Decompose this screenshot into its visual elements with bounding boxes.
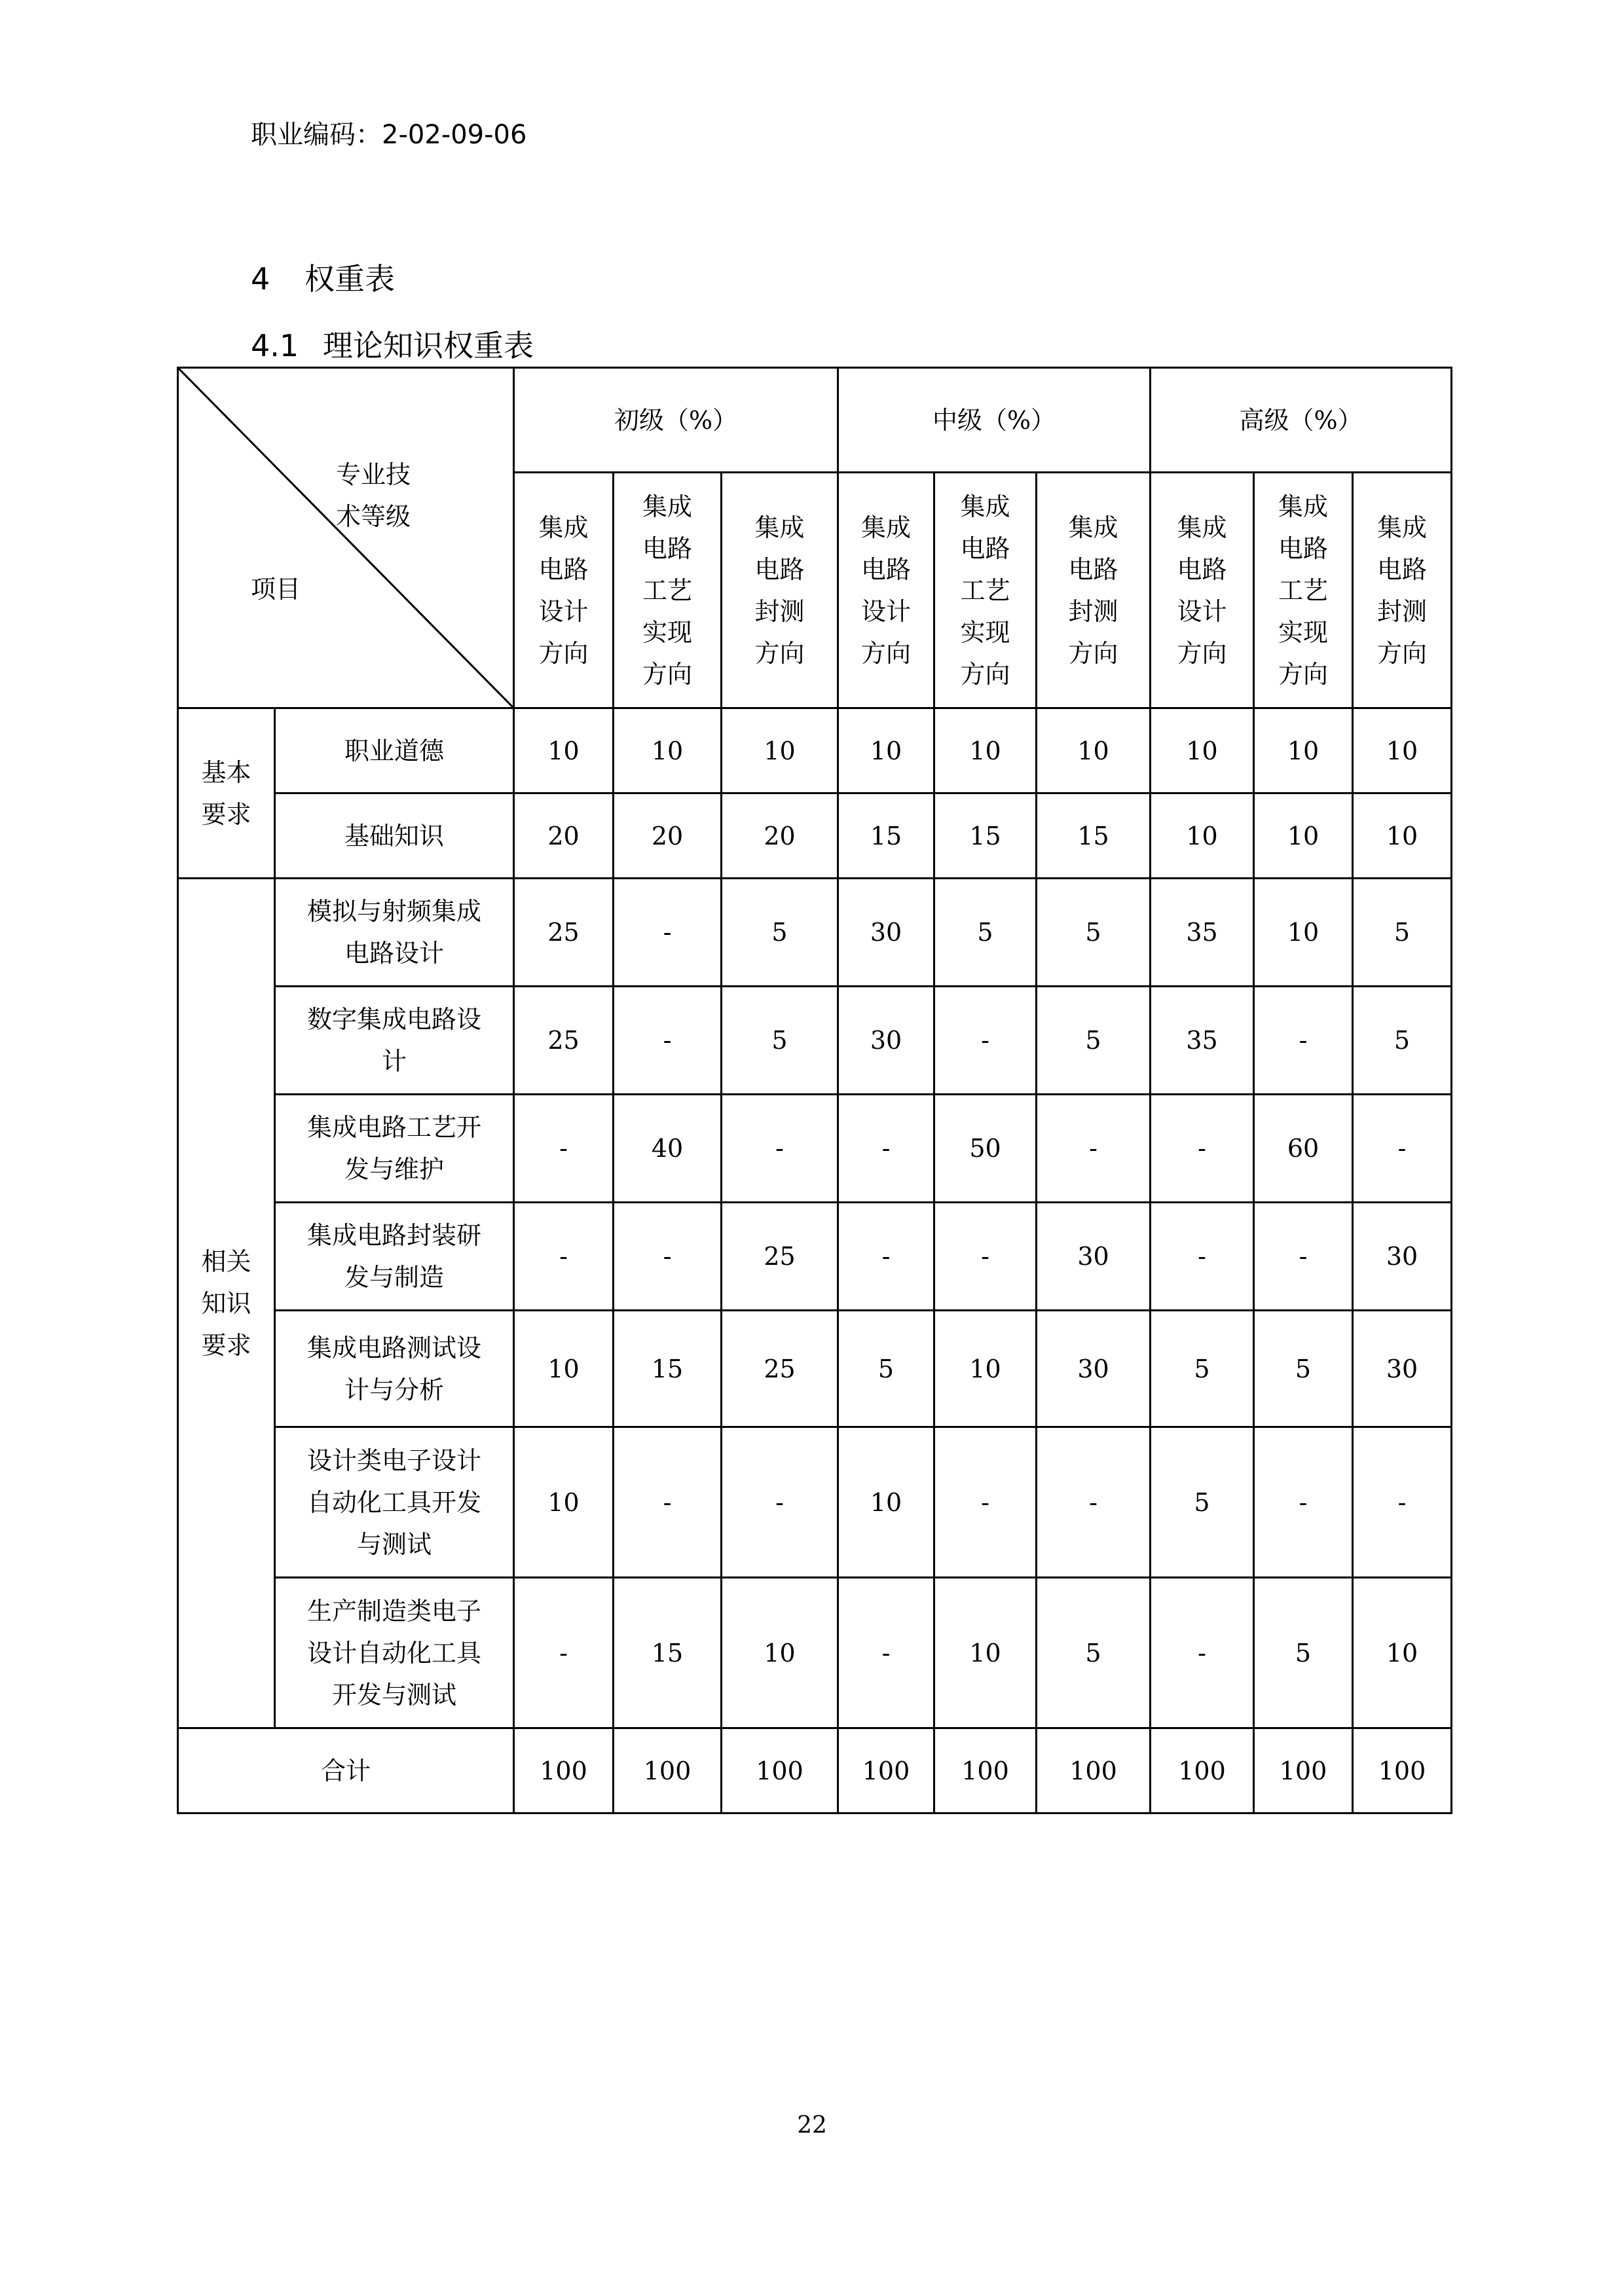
page-number: 22 bbox=[797, 2112, 827, 2139]
item-label: 数字集成电路设 计 bbox=[275, 987, 514, 1095]
weight-value: 20 bbox=[722, 793, 838, 879]
weight-value: 25 bbox=[722, 1203, 838, 1311]
weight-value: 15 bbox=[934, 793, 1037, 879]
weight-value: - bbox=[514, 1095, 614, 1203]
item-label: 设计类电子设计 自动化工具开发 与测试 bbox=[275, 1427, 514, 1578]
weight-value: 25 bbox=[514, 879, 614, 987]
weight-value: 30 bbox=[1353, 1311, 1452, 1427]
item-label: 集成电路工艺开 发与维护 bbox=[275, 1095, 514, 1203]
weight-value: 5 bbox=[722, 987, 838, 1095]
direction-header: 集成 电路 工艺 实现 方向 bbox=[614, 473, 722, 708]
item-label: 基础知识 bbox=[275, 793, 514, 879]
weight-value: 5 bbox=[722, 879, 838, 987]
direction-header: 集成 电路 封测 方向 bbox=[722, 473, 838, 708]
total-value: 100 bbox=[1151, 1728, 1254, 1813]
weight-value: - bbox=[614, 987, 722, 1095]
weight-value: 30 bbox=[1037, 1203, 1151, 1311]
section-title: 权重表 bbox=[304, 261, 395, 297]
weight-value: 10 bbox=[838, 708, 934, 793]
subsection-heading bbox=[251, 326, 534, 365]
weight-value: 15 bbox=[614, 1578, 722, 1728]
weight-value: 25 bbox=[722, 1311, 838, 1427]
item-label: 集成电路测试设 计与分析 bbox=[275, 1311, 514, 1427]
weight-value: - bbox=[514, 1203, 614, 1311]
weight-value: 5 bbox=[1353, 987, 1452, 1095]
weight-value: 20 bbox=[514, 793, 614, 879]
weight-value: 10 bbox=[934, 708, 1037, 793]
total-value: 100 bbox=[1037, 1728, 1151, 1813]
direction-header: 集成 电路 设计 方向 bbox=[514, 473, 614, 708]
weight-value: 5 bbox=[1037, 1578, 1151, 1728]
weight-value: 5 bbox=[1353, 879, 1452, 987]
table-row bbox=[178, 1578, 1452, 1728]
weight-value: 5 bbox=[1254, 1578, 1353, 1728]
section-number: 4 bbox=[251, 261, 270, 297]
item-header-label: 项目 bbox=[251, 575, 301, 604]
weight-value: 5 bbox=[1151, 1427, 1254, 1578]
weight-value: - bbox=[1037, 1427, 1151, 1578]
weight-value: - bbox=[722, 1095, 838, 1203]
weight-value: 10 bbox=[1254, 708, 1353, 793]
direction-header: 集成 电路 工艺 实现 方向 bbox=[1254, 473, 1353, 708]
item-label: 模拟与射频集成 电路设计 bbox=[275, 879, 514, 987]
table-row bbox=[178, 1203, 1452, 1311]
weight-value: 25 bbox=[514, 987, 614, 1095]
weight-value: 40 bbox=[614, 1095, 722, 1203]
weight-value: 30 bbox=[838, 987, 934, 1095]
occupation-code: 职业编码：2-02-09-06 bbox=[251, 120, 527, 150]
weight-value: - bbox=[838, 1095, 934, 1203]
weight-value: 30 bbox=[1353, 1203, 1452, 1311]
weight-value: 15 bbox=[838, 793, 934, 879]
weight-value: - bbox=[614, 1203, 722, 1311]
total-label: 合计 bbox=[178, 1728, 514, 1813]
weight-value: 5 bbox=[838, 1311, 934, 1427]
direction-header: 集成 电路 设计 方向 bbox=[1151, 473, 1254, 708]
weight-value: 5 bbox=[1037, 879, 1151, 987]
weight-value: 10 bbox=[934, 1578, 1037, 1728]
section-heading bbox=[251, 259, 395, 299]
group-label: 相关 知识 要求 bbox=[178, 879, 275, 1728]
table-row bbox=[178, 879, 1452, 987]
weight-value: 10 bbox=[1353, 793, 1452, 879]
weight-value: 60 bbox=[1254, 1095, 1353, 1203]
direction-header: 集成 电路 工艺 实现 方向 bbox=[934, 473, 1037, 708]
weight-value: 10 bbox=[1353, 1578, 1452, 1728]
weight-value: 10 bbox=[514, 708, 614, 793]
weight-value: 15 bbox=[1037, 793, 1151, 879]
weight-value: - bbox=[838, 1578, 934, 1728]
total-row bbox=[178, 1728, 1452, 1813]
table-corner-cell bbox=[178, 368, 514, 708]
weight-value: - bbox=[1254, 1427, 1353, 1578]
weight-value: 30 bbox=[838, 879, 934, 987]
level-header-senior: 高级（%） bbox=[1151, 368, 1452, 473]
item-label: 职业道德 bbox=[275, 708, 514, 793]
table-row bbox=[178, 1095, 1452, 1203]
direction-header: 集成 电路 封测 方向 bbox=[1353, 473, 1452, 708]
total-value: 100 bbox=[614, 1728, 722, 1813]
direction-header: 集成 电路 封测 方向 bbox=[1037, 473, 1151, 708]
weight-value: - bbox=[934, 1203, 1037, 1311]
weight-value: 10 bbox=[514, 1311, 614, 1427]
weight-value: - bbox=[934, 1427, 1037, 1578]
item-label: 生产制造类电子 设计自动化工具 开发与测试 bbox=[275, 1578, 514, 1728]
level-header-intermediate: 中级（%） bbox=[838, 368, 1151, 473]
weight-value: 10 bbox=[1254, 793, 1353, 879]
weight-value: 5 bbox=[934, 879, 1037, 987]
weight-value: 10 bbox=[722, 1578, 838, 1728]
total-value: 100 bbox=[934, 1728, 1037, 1813]
weight-value: 30 bbox=[1037, 1311, 1151, 1427]
weight-value: 10 bbox=[1353, 708, 1452, 793]
weight-value: 50 bbox=[934, 1095, 1037, 1203]
weight-value: - bbox=[934, 987, 1037, 1095]
item-label: 集成电路封装研 发与制造 bbox=[275, 1203, 514, 1311]
weight-value: 10 bbox=[934, 1311, 1037, 1427]
weight-value: 10 bbox=[514, 1427, 614, 1578]
level-header-junior: 初级（%） bbox=[514, 368, 838, 473]
weight-value: - bbox=[838, 1203, 934, 1311]
table-row bbox=[178, 1311, 1452, 1427]
table-row bbox=[178, 708, 1452, 793]
weight-value: 10 bbox=[838, 1427, 934, 1578]
table-row bbox=[178, 793, 1452, 879]
weight-value: - bbox=[1254, 987, 1353, 1095]
table-row bbox=[178, 987, 1452, 1095]
weight-value: 10 bbox=[614, 708, 722, 793]
weight-value: 35 bbox=[1151, 987, 1254, 1095]
total-value: 100 bbox=[1254, 1728, 1353, 1813]
direction-header: 集成 电路 设计 方向 bbox=[838, 473, 934, 708]
subsection-title: 理论知识权重表 bbox=[323, 328, 534, 363]
weight-value: 10 bbox=[1037, 708, 1151, 793]
group-label: 基本 要求 bbox=[178, 708, 275, 879]
total-value: 100 bbox=[722, 1728, 838, 1813]
weight-value: 10 bbox=[1254, 879, 1353, 987]
weight-value: 5 bbox=[1151, 1311, 1254, 1427]
grade-header-label: 专业技 术等级 bbox=[336, 460, 411, 531]
weight-value: - bbox=[1353, 1427, 1452, 1578]
weight-value: - bbox=[1353, 1095, 1452, 1203]
total-value: 100 bbox=[514, 1728, 614, 1813]
weight-value: - bbox=[1037, 1095, 1151, 1203]
weight-value: - bbox=[614, 1427, 722, 1578]
weight-value: - bbox=[1151, 1203, 1254, 1311]
weight-value: - bbox=[514, 1578, 614, 1728]
weight-value: 10 bbox=[1151, 793, 1254, 879]
subsection-number: 4.1 bbox=[251, 328, 299, 363]
weight-value: 15 bbox=[614, 1311, 722, 1427]
weight-value: - bbox=[722, 1427, 838, 1578]
corner-diagonal bbox=[179, 369, 514, 708]
weight-value: - bbox=[1254, 1203, 1353, 1311]
weight-value: 10 bbox=[722, 708, 838, 793]
weight-value: - bbox=[614, 879, 722, 987]
total-value: 100 bbox=[838, 1728, 934, 1813]
weight-value: - bbox=[1151, 1578, 1254, 1728]
weight-value: 5 bbox=[1254, 1311, 1353, 1427]
weight-value: 35 bbox=[1151, 879, 1254, 987]
weight-value: 20 bbox=[614, 793, 722, 879]
weight-value: 10 bbox=[1151, 708, 1254, 793]
theory-weight-table bbox=[177, 367, 1452, 1814]
table-row bbox=[178, 1427, 1452, 1578]
weight-value: - bbox=[1151, 1095, 1254, 1203]
weight-value: 5 bbox=[1037, 987, 1151, 1095]
total-value: 100 bbox=[1353, 1728, 1452, 1813]
